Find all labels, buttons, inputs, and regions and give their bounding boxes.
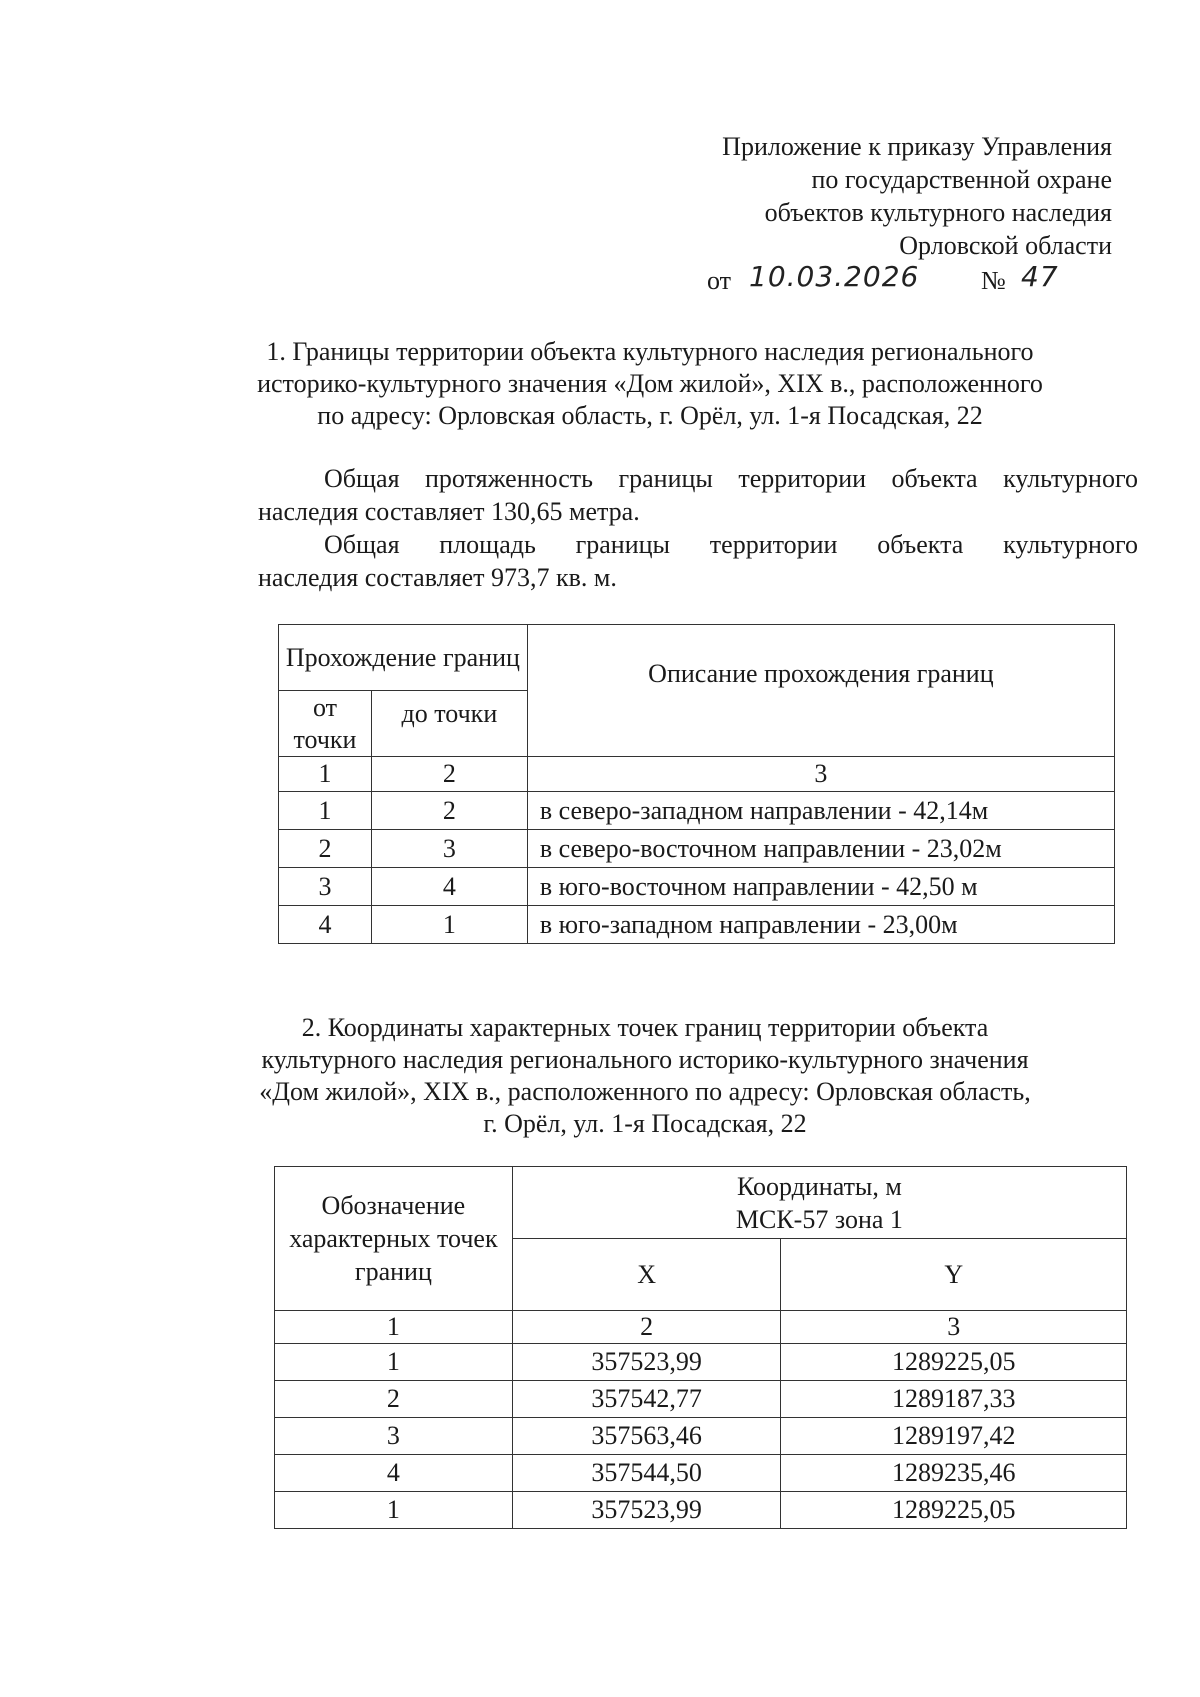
order-date-handwritten: 10.03.2026 (749, 260, 920, 293)
point-cell: 4 (275, 1455, 513, 1492)
table-row (275, 1344, 1127, 1381)
column-number: 3 (527, 757, 1114, 792)
table-row (275, 1418, 1127, 1455)
y-cell: 1289235,46 (781, 1455, 1127, 1492)
description-cell: в юго-западном направлении - 23,00м (527, 906, 1114, 944)
coordinates-header-line: МСК-57 зона 1 (735, 1204, 903, 1234)
header-coordinates (512, 1167, 1126, 1239)
point-cell: 1 (275, 1492, 513, 1529)
total-area-paragraph (258, 528, 1138, 594)
header-line: объектов культурного наследия (764, 198, 1112, 227)
header-x: X (512, 1239, 781, 1311)
header-from-point: от точки (279, 691, 372, 757)
section2-title-line: 2. Координаты характерных точек границ территории объекта (301, 1013, 989, 1042)
section2-title-line: культурного наследия регионального историко-культурного значения (261, 1045, 1029, 1074)
table-row (279, 830, 1115, 868)
y-cell: 1289225,05 (781, 1344, 1127, 1381)
y-cell: 1289225,05 (781, 1492, 1127, 1529)
table-row (279, 906, 1115, 944)
header-boundary-passage: Прохождение границ (279, 625, 528, 691)
column-number: 2 (371, 757, 527, 792)
header-point-designation: Обозначение характерных точек границ (275, 1167, 513, 1311)
y-cell: 1289187,33 (781, 1381, 1127, 1418)
section1-title (220, 336, 1080, 432)
boundary-description-table (278, 624, 1115, 944)
table-row (279, 792, 1115, 830)
column-number: 3 (781, 1311, 1127, 1344)
order-date-label: от (707, 266, 732, 295)
to-point-cell: 3 (371, 830, 527, 868)
from-point-cell: 2 (279, 830, 372, 868)
point-cell: 1 (275, 1344, 513, 1381)
coordinates-table (274, 1166, 1127, 1529)
x-cell: 357544,50 (512, 1455, 781, 1492)
section2-title (215, 1012, 1075, 1140)
section2-title-line: «Дом жилой», XIX в., расположенного по адресу: Орловская область, (259, 1077, 1031, 1106)
section1-title-line: по адресу: Орловская область, г. Орёл, ул. 1-я Посадская, 22 (317, 401, 983, 430)
y-cell: 1289197,42 (781, 1418, 1127, 1455)
order-date-number (707, 260, 1107, 300)
appendix-header (552, 130, 1112, 262)
table-row (275, 1381, 1127, 1418)
x-cell: 357523,99 (512, 1492, 781, 1529)
header-line: Приложение к приказу Управления (722, 132, 1112, 161)
description-cell: в северо-восточном направлении - 23,02м (527, 830, 1114, 868)
header-boundary-description: Описание прохождения границ (527, 625, 1114, 757)
header-to-point: до точки (371, 691, 527, 757)
to-point-cell: 2 (371, 792, 527, 830)
from-point-cell: 3 (279, 868, 372, 906)
column-number: 1 (275, 1311, 513, 1344)
total-length-paragraph (258, 462, 1138, 528)
header-line: по государственной охране (811, 165, 1112, 194)
table-row (275, 1455, 1127, 1492)
coordinates-header-line: Координаты, м (736, 1171, 902, 1201)
x-cell: 357523,99 (512, 1344, 781, 1381)
description-cell: в юго-восточном направлении - 42,50 м (527, 868, 1114, 906)
section1-title-line: 1. Границы территории объекта культурного наследия регионального (266, 337, 1034, 366)
x-cell: 357542,77 (512, 1381, 781, 1418)
table-row (279, 868, 1115, 906)
point-cell: 3 (275, 1418, 513, 1455)
paragraph-line: Общая площадь границы территории объекта культурного (324, 530, 1138, 559)
from-point-cell: 1 (279, 792, 372, 830)
header-y: Y (781, 1239, 1127, 1311)
paragraph-line: Общая протяженность границы территории объекта культурного (324, 464, 1138, 493)
order-number-label: № (981, 266, 1006, 295)
description-cell: в северо-западном направлении - 42,14м (527, 792, 1114, 830)
to-point-cell: 1 (371, 906, 527, 944)
order-number-handwritten: 47 (1021, 260, 1059, 293)
paragraph-line: наследия составляет 130,65 метра. (258, 497, 640, 526)
paragraph-line: наследия составляет 973,7 кв. м. (258, 563, 617, 592)
section2-title-line: г. Орёл, ул. 1-я Посадская, 22 (483, 1109, 807, 1138)
from-point-cell: 4 (279, 906, 372, 944)
to-point-cell: 4 (371, 868, 527, 906)
table-row (275, 1492, 1127, 1529)
column-number: 2 (512, 1311, 781, 1344)
x-cell: 357563,46 (512, 1418, 781, 1455)
header-line: Орловской области (899, 231, 1112, 260)
section1-title-line: историко-культурного значения «Дом жилой», XIX в., расположенного (257, 369, 1043, 398)
column-number: 1 (279, 757, 372, 792)
point-cell: 2 (275, 1381, 513, 1418)
